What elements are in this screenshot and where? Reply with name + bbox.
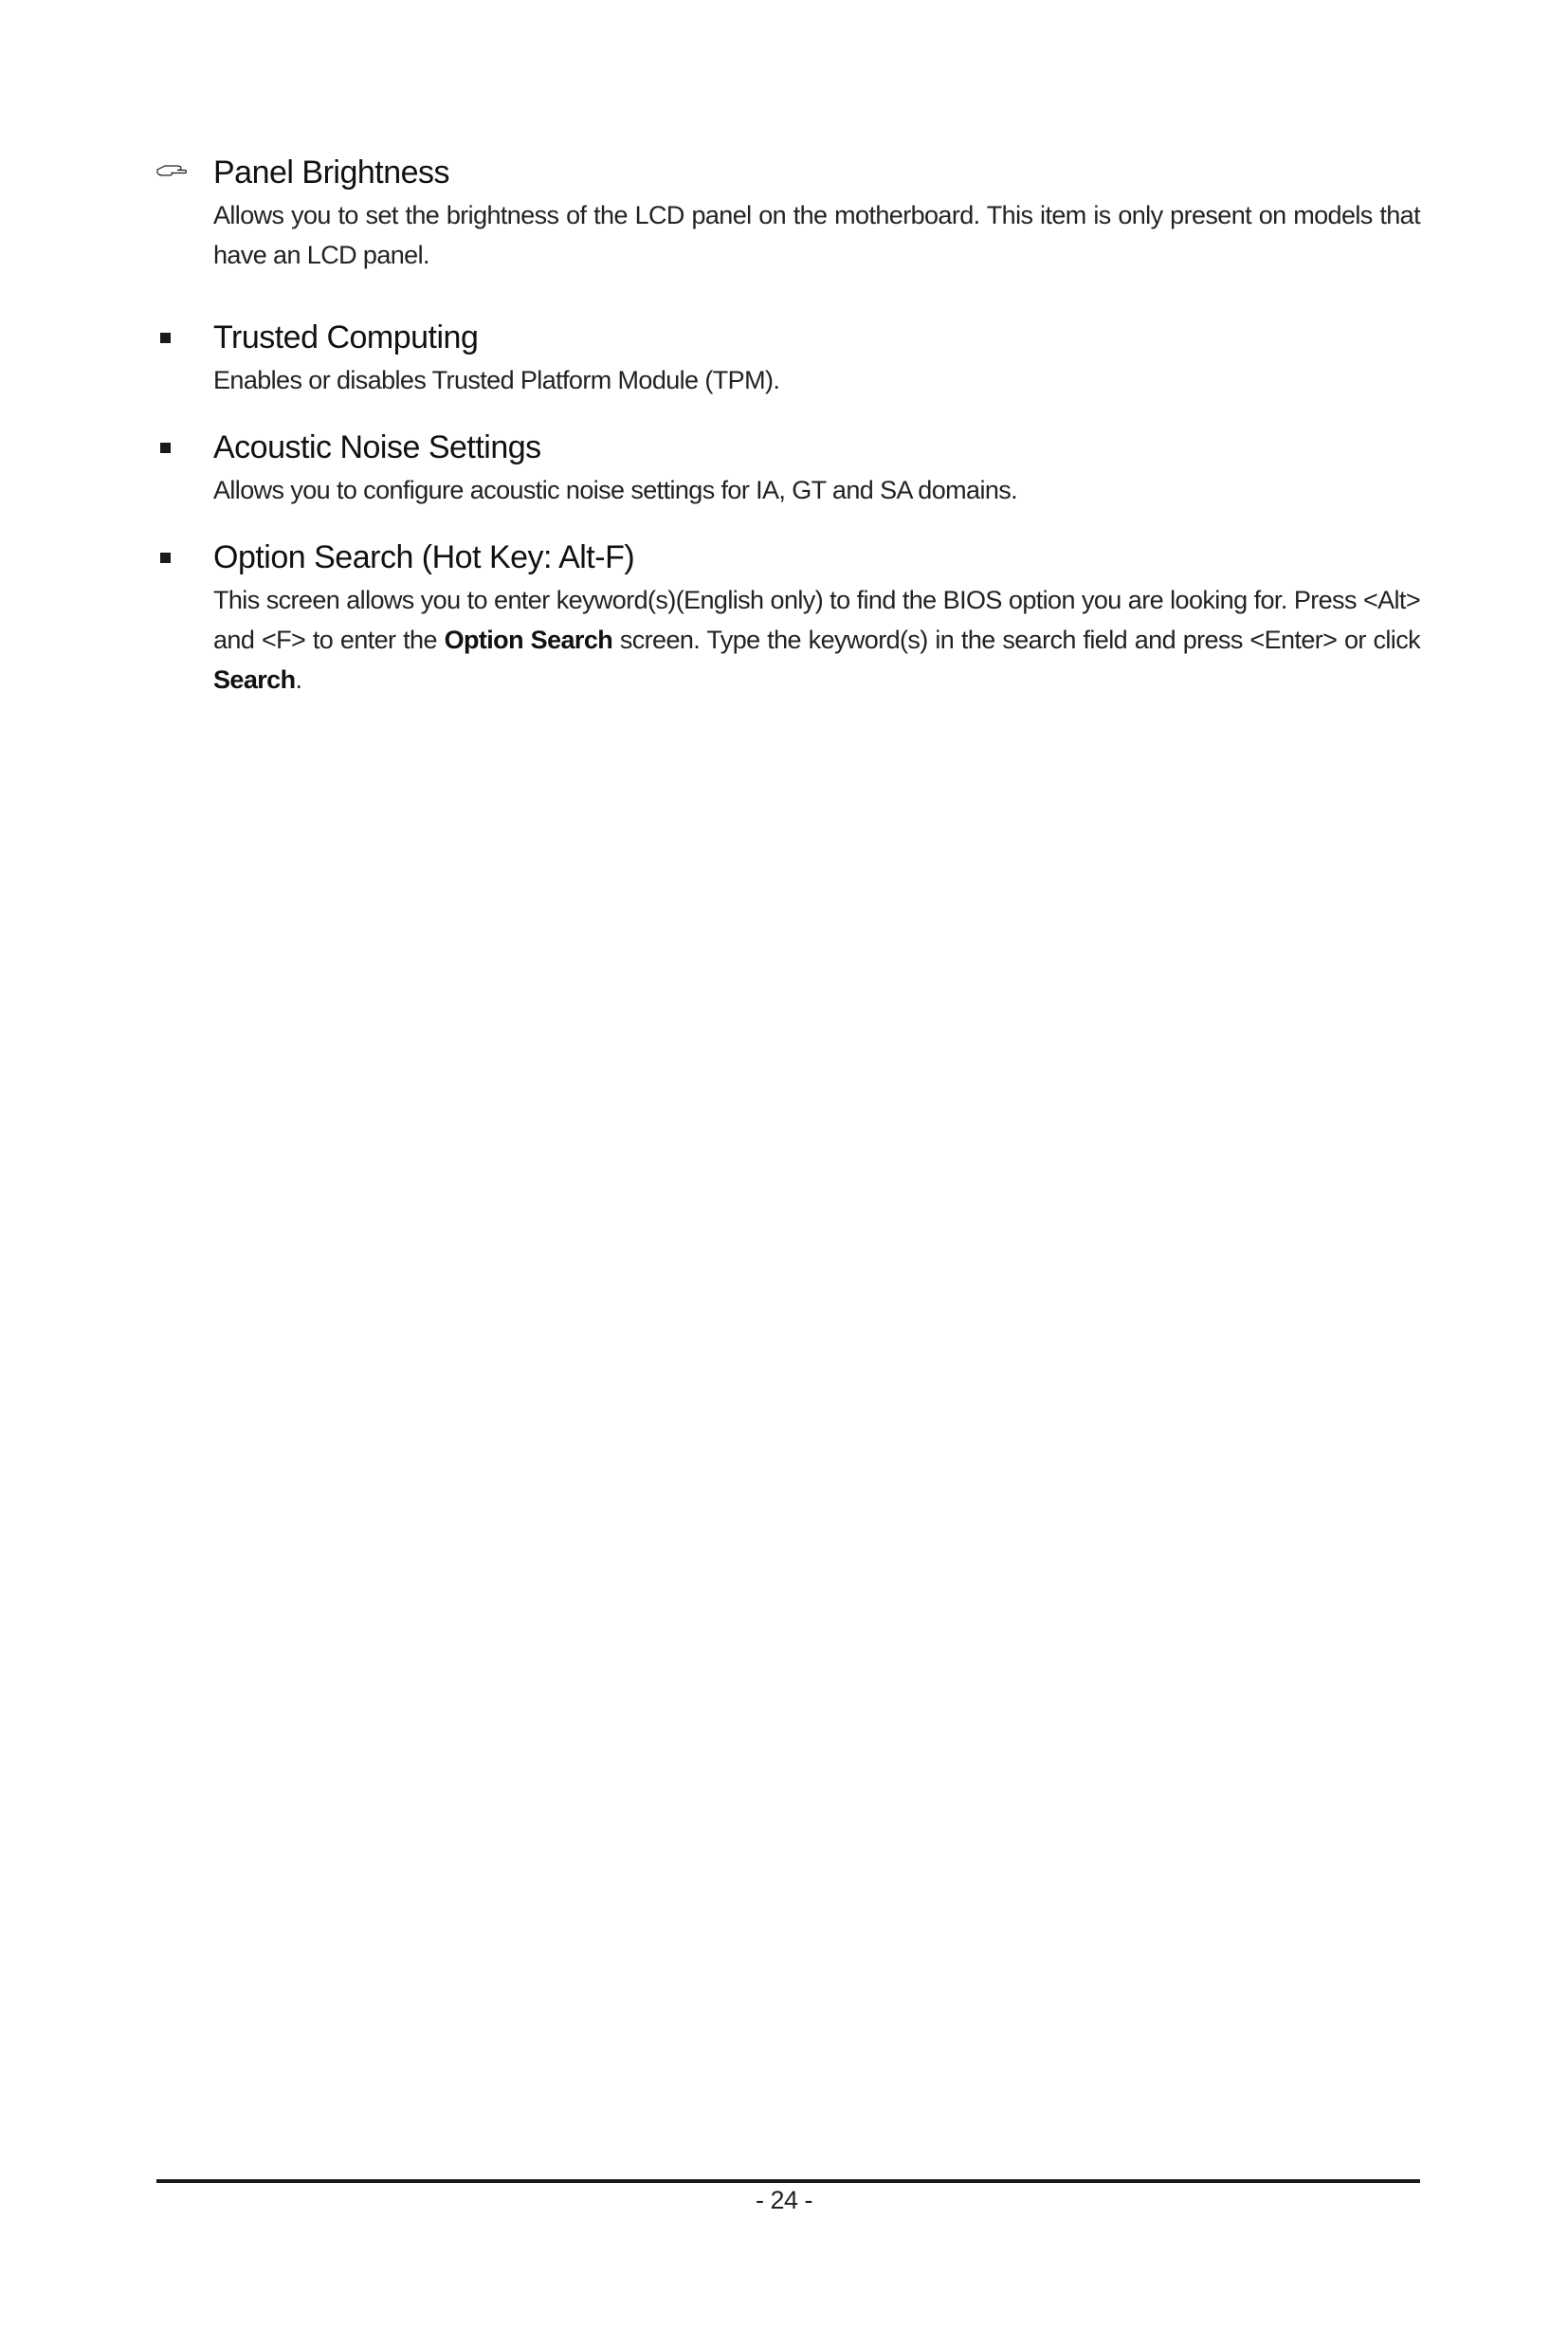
section-title: Acoustic Noise Settings <box>213 429 541 465</box>
section-trusted-computing <box>156 317 1420 400</box>
page-content <box>156 152 1420 700</box>
section-panel-brightness <box>156 152 1420 275</box>
square-bullet-icon <box>160 553 171 563</box>
square-bullet-icon <box>160 333 171 343</box>
description-text: screen. Type the keyword(s) in the search field and press <Enter> or click <box>612 626 1421 654</box>
section-title: Option Search (Hot Key: Alt-F) <box>213 539 635 575</box>
description-text: . <box>295 665 302 694</box>
section-description <box>213 580 1420 700</box>
footer-divider <box>156 2179 1420 2183</box>
section-title: Panel Brightness <box>213 155 450 191</box>
square-bullet-icon <box>160 443 171 453</box>
section-description: Enables or disables Trusted Platform Module (TPM). <box>213 366 780 394</box>
section-description: Allows you to configure acoustic noise settings for IA, GT and SA domains. <box>213 476 1018 504</box>
page-number: - 24 - <box>755 2186 813 2214</box>
section-title: Trusted Computing <box>213 319 479 355</box>
section-acoustic-noise-settings <box>156 427 1420 510</box>
search-bold: Search <box>213 665 296 694</box>
section-description: Allows you to set the brightness of the LCD panel on the motherboard. This item is only present on models that have an LCD panel. <box>213 201 1420 269</box>
description-text: This screen allows you to enter keyword(s)(English only) to find the BIOS option you are looking for. Press <Alt> and <F> to enter the <box>213 586 1420 654</box>
hand-pointer-icon <box>156 163 187 178</box>
section-option-search <box>156 537 1420 700</box>
option-search-bold: Option Search <box>444 626 613 654</box>
